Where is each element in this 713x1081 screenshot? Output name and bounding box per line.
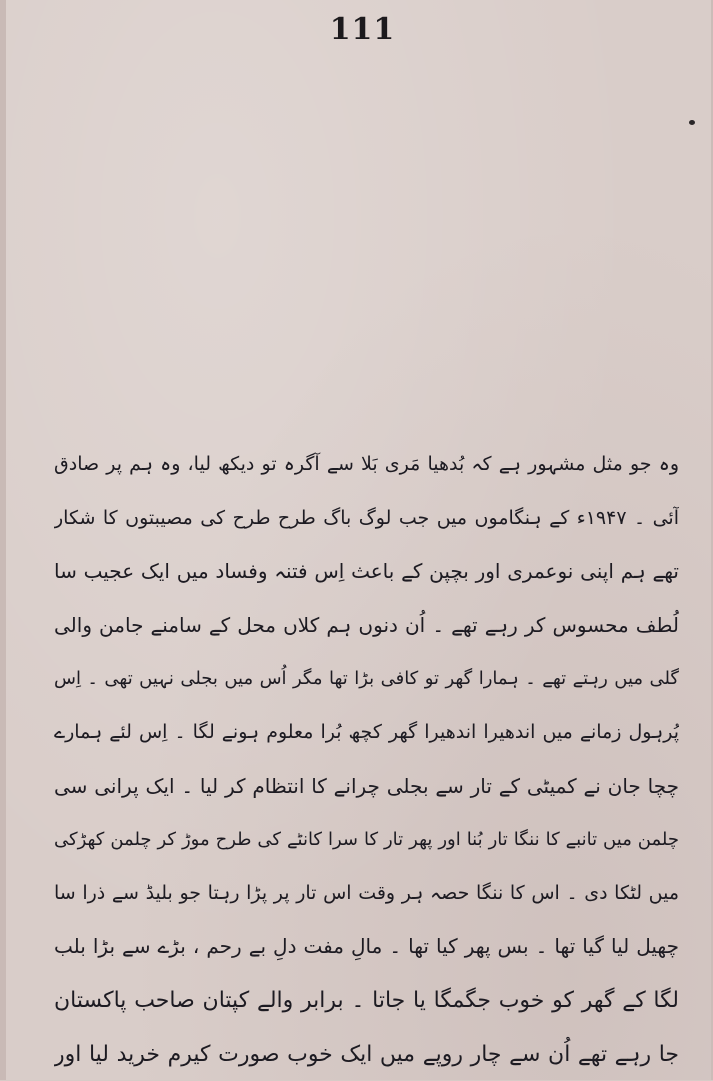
urdu-text-block xyxy=(54,438,679,1081)
text-line: لُطف محسوس کر رہے تھے ۔ اُن دنوں ہم کلاں محل کے سامنے جامن والی xyxy=(54,612,679,637)
text-line: تھے ہم اپنی نوعمری اور بچپن کے باعث اِس فتنہ وفساد میں ایک عجیب سا xyxy=(54,559,679,584)
ink-speck xyxy=(689,120,695,125)
text-line: پُرہول زمانے میں اندھیرا اندھیرا گھر کچھ بُرا معلوم ہونے لگا ۔ اِس لئے ہمارے xyxy=(54,720,679,743)
text-line: میں لٹکا دی ۔ اس کا ننگا حصہ ہر وقت اس تار پر پڑا رہتا جو بلیڈ سے ذرا سا xyxy=(54,881,679,904)
text-line: جا رہے تھے اُن سے چار روپے میں ایک خوب صورت کیرم خرید لیا اور xyxy=(54,1041,679,1067)
page-number: 111 xyxy=(329,12,396,47)
text-line: آئی ۔ ۱۹۴۷ء کے ہنگاموں میں جب لوگ باگ طرح طرح کی مصیبتوں کا شکار xyxy=(54,506,679,529)
text-line: لگا کے گھر کو خوب جگمگا یا جاتا ۔ برابر والے کپتان صاحب پاکستان xyxy=(54,987,679,1013)
text-line: چھیل لیا گیا تھا ۔ بس پھر کیا تھا ۔ مالِ مفت دلِ بے رحم ، بڑے سے بڑا بلب xyxy=(54,934,679,959)
text-line: چچا جان نے کمیٹی کے تار سے بجلی چرانے کا انتظام کر لیا ۔ ایک پرانی سی xyxy=(54,773,679,798)
text-line: چلمن میں تانبے کا ننگا تار بُنا اور پھر تار کا سرا کانٹے کی طرح موڑ کر چلمن کھڑکی xyxy=(54,829,679,851)
text-line: گلی میں رہتے تھے ۔ ہمارا گھر تو کافی بڑا تھا مگر اُس میں بجلی نہیں تھی ۔ اِس xyxy=(54,668,679,690)
text-line: وہ جو مثل مشہور ہے کہ بُدھیا مَری بَلا سے آگرہ تو دیکھ لیا، وہ ہم پر صادق xyxy=(54,453,679,475)
